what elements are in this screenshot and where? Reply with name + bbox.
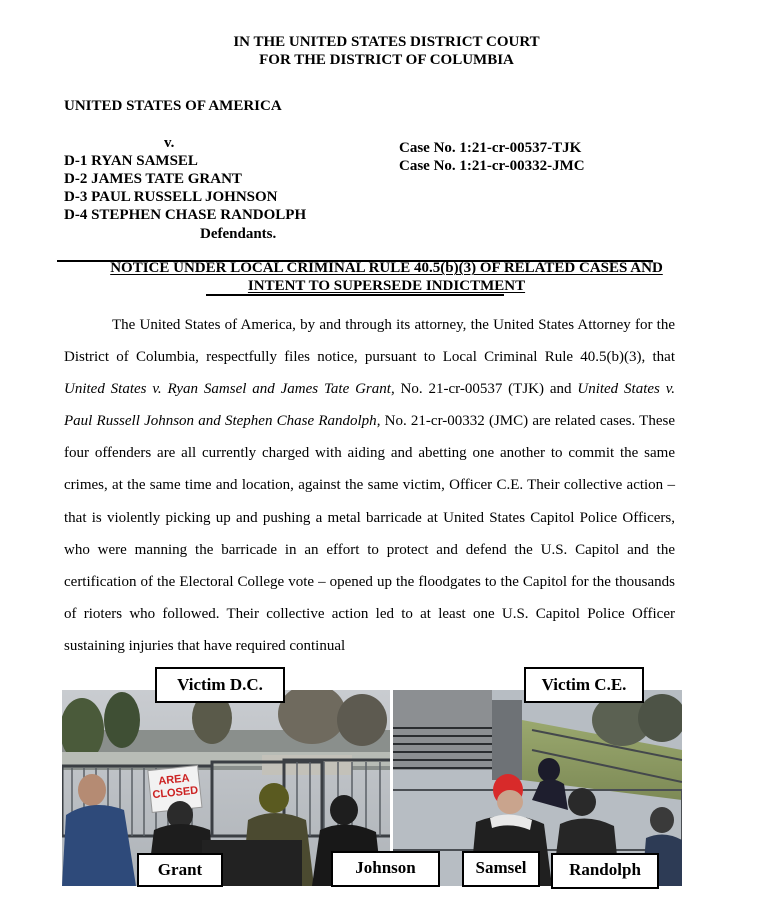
case-citation-2: United States v. Paul Russell Johnson and Stephen Chase Randolph xyxy=(64,381,676,430)
body-text-part1: The United States of America, by and through its attorney, the United States Attorney for the District of Columbia, respectfully files notice, pursuant to Local Criminal Rule 40.5(b)(3), that xyxy=(64,317,675,366)
defendant-1: D-1 RYAN SAMSEL xyxy=(64,153,198,169)
versus-label: v. xyxy=(164,135,175,151)
notice-title-line1: NOTICE UNDER LOCAL CRIMINAL RULE 40.5(b)(3) OF RELATED CASES AND xyxy=(110,260,663,276)
case-number-2: Case No. 1:21-cr-00332-JMC xyxy=(399,158,585,174)
plaintiff-name: UNITED STATES OF AMERICA xyxy=(64,98,282,114)
label-samsel: Samsel xyxy=(462,851,540,887)
notice-title-line2: INTENT TO SUPERSEDE INDICTMENT xyxy=(247,278,526,294)
label-randolph: Randolph xyxy=(551,853,659,889)
defendants-label: Defendants. xyxy=(200,226,277,242)
label-grant: Grant xyxy=(137,853,223,887)
case-citation-1: United States v. Ryan Samsel and James Tate Grant xyxy=(64,381,391,398)
body-text-part2: , No. 21-cr-00537 (TJK) and xyxy=(390,381,578,398)
label-johnson: Johnson xyxy=(331,851,440,887)
defendant-4: D-4 STEPHEN CHASE RANDOLPH xyxy=(64,207,307,223)
label-victim-dc: Victim D.C. xyxy=(155,667,285,703)
sign-area-text: AREA xyxy=(157,772,191,788)
defendant-2: D-2 JAMES TATE GRANT xyxy=(64,171,242,187)
label-victim-ce: Victim C.E. xyxy=(524,667,644,703)
defendant-3: D-3 PAUL RUSSELL JOHNSON xyxy=(64,189,278,205)
title-bottom-rule xyxy=(206,294,504,296)
court-name-line1: IN THE UNITED STATES DISTRICT COURT xyxy=(233,34,540,50)
body-paragraph xyxy=(64,309,675,662)
case-number-1: Case No. 1:21-cr-00537-TJK xyxy=(399,140,582,156)
sign-closed-text: CLOSED xyxy=(151,784,199,802)
court-name-line2: FOR THE DISTRICT OF COLUMBIA xyxy=(259,52,514,68)
body-text-part3: , No. 21-cr-00332 (JMC) are related cases. These four offenders are all currently charged with aiding and abetting one another to commit the same crimes, at the same time and location, against the same victim, Officer C.E. Their collective action – that is violently picking up and pushing a metal barricade at United States Capitol Police Officers, who were manning the barricade in an effort to protect and defend the U.S. Capitol and the certification of the Electoral College vote – opened up the floodgates to the Capitol for the thousands of rioters who followed. Their collective action led to at least one U.S. Capitol Police Officer sustaining injuries that have required continual xyxy=(64,413,676,654)
